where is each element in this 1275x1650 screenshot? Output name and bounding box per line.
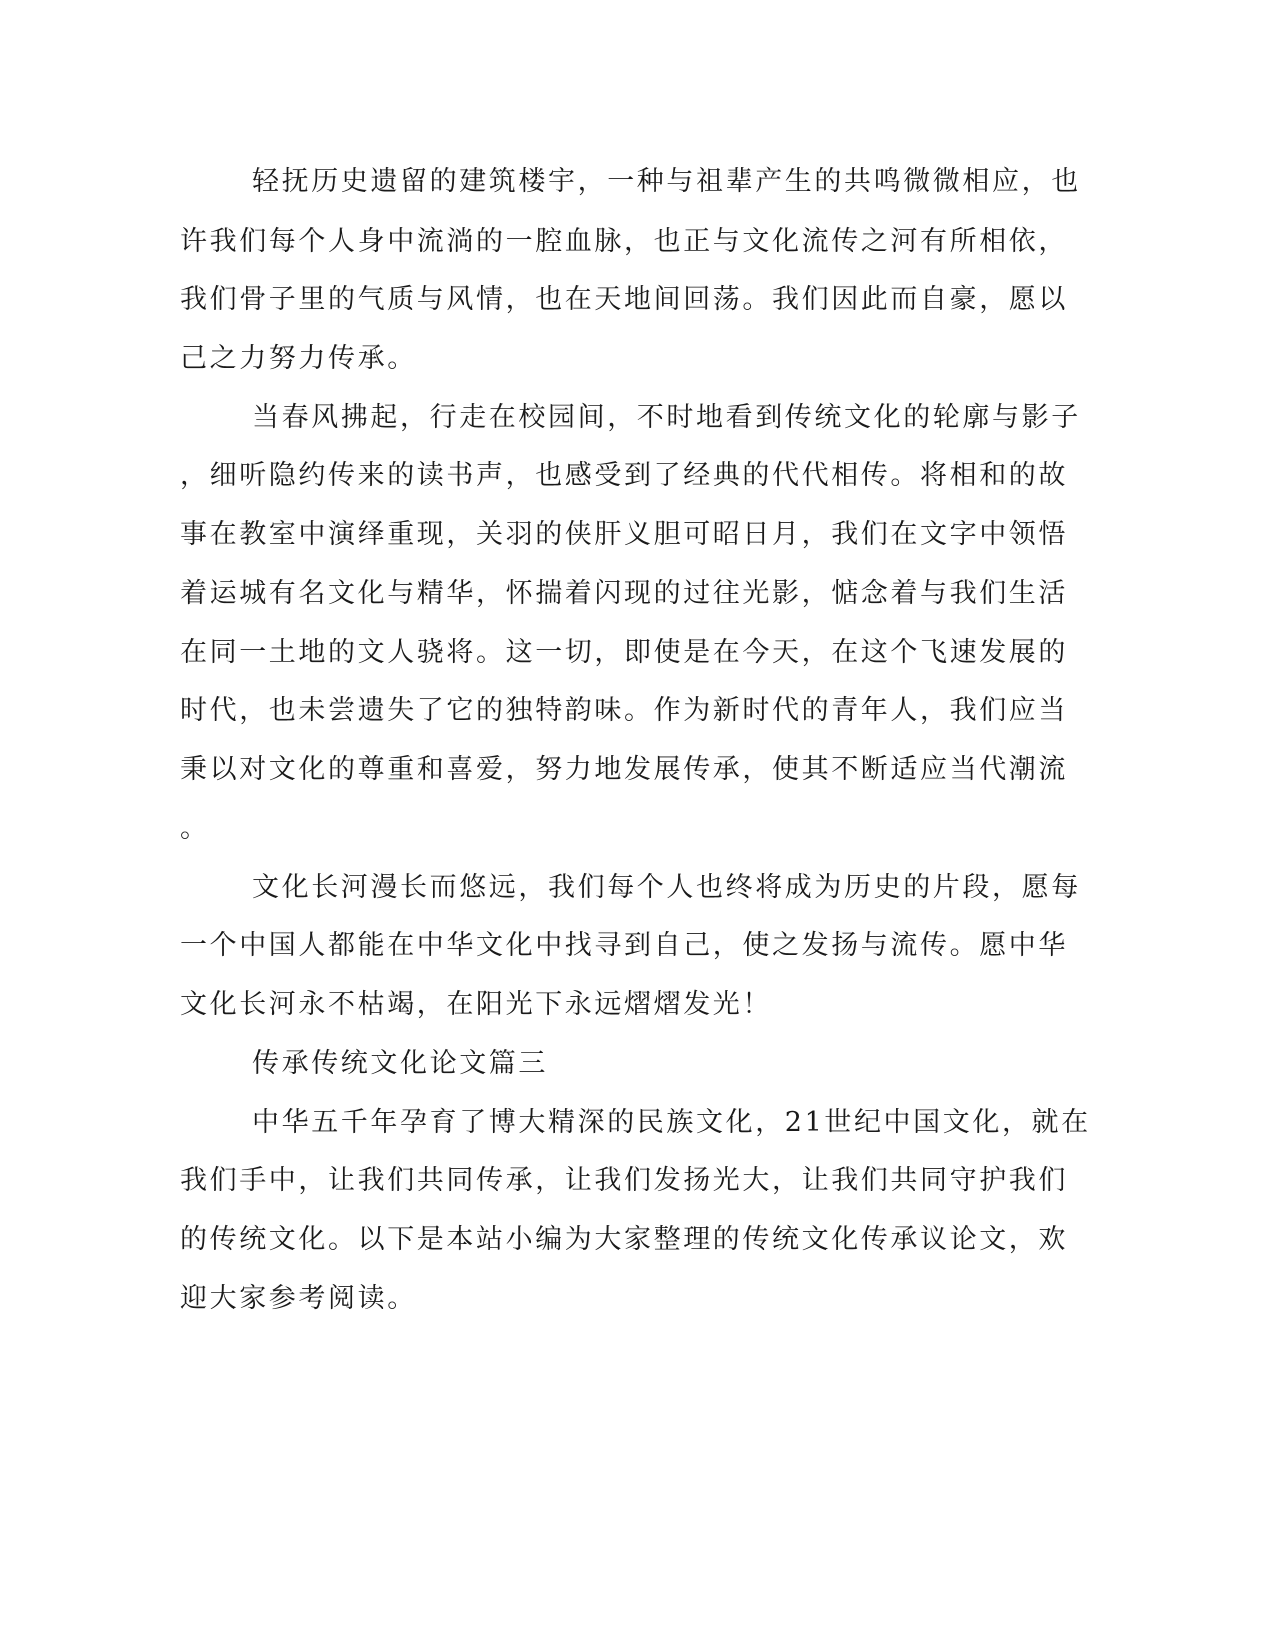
section-heading: 传承传统文化论文篇三: [252, 1048, 548, 1079]
text-line: 己之力努力传承。: [180, 343, 417, 374]
text-line: 一个中国人都能在中华文化中找寻到自己，使之发扬与流传。愿中华: [180, 930, 1068, 961]
text-line: 文化长河永不枯竭，在阳光下永远熠熠发光！: [180, 989, 772, 1020]
text-line: ，细听隐约传来的读书声，也感受到了经典的代代相传。将相和的故: [180, 460, 1068, 491]
text-line: 我们骨子里的气质与风情，也在天地间回荡。我们因此而自豪，愿以: [180, 284, 1068, 315]
text-line: 事在教室中演绎重现，关羽的侠肝义胆可昭日月，我们在文字中领悟: [180, 519, 1068, 550]
text-line: 轻抚历史遗留的建筑楼宇，一种与祖辈产生的共鸣微微相应，也: [252, 166, 1081, 197]
text-line: 在同一土地的文人骁将。这一切，即使是在今天，在这个飞速发展的: [180, 637, 1068, 668]
text-line: 文化长河漫长而悠远，我们每个人也终将成为历史的片段，愿每: [252, 872, 1081, 903]
text-line: 中华五千年孕育了博大精深的民族文化，21世纪中国文化，就在: [252, 1107, 1091, 1138]
text-line: 我们手中，让我们共同传承，让我们发扬光大，让我们共同守护我们: [180, 1165, 1068, 1196]
text-line: 的传统文化。以下是本站小编为大家整理的传统文化传承议论文，欢: [180, 1224, 1068, 1255]
text-line: 当春风拂起，行走在校园间，不时地看到传统文化的轮廓与影子: [252, 402, 1081, 433]
text-line: 迎大家参考阅读。: [180, 1283, 417, 1314]
text-line: 。: [180, 813, 210, 844]
text-line: 着运城有名文化与精华，怀揣着闪现的过往光影，惦念着与我们生活: [180, 578, 1068, 609]
text-line: 许我们每个人身中流淌的一腔血脉，也正与文化流传之河有所相依，: [180, 226, 1068, 257]
text-line: 时代，也未尝遗失了它的独特韵味。作为新时代的青年人，我们应当: [180, 695, 1068, 726]
text-line: 秉以对文化的尊重和喜爱，努力地发展传承，使其不断适应当代潮流: [180, 754, 1068, 785]
